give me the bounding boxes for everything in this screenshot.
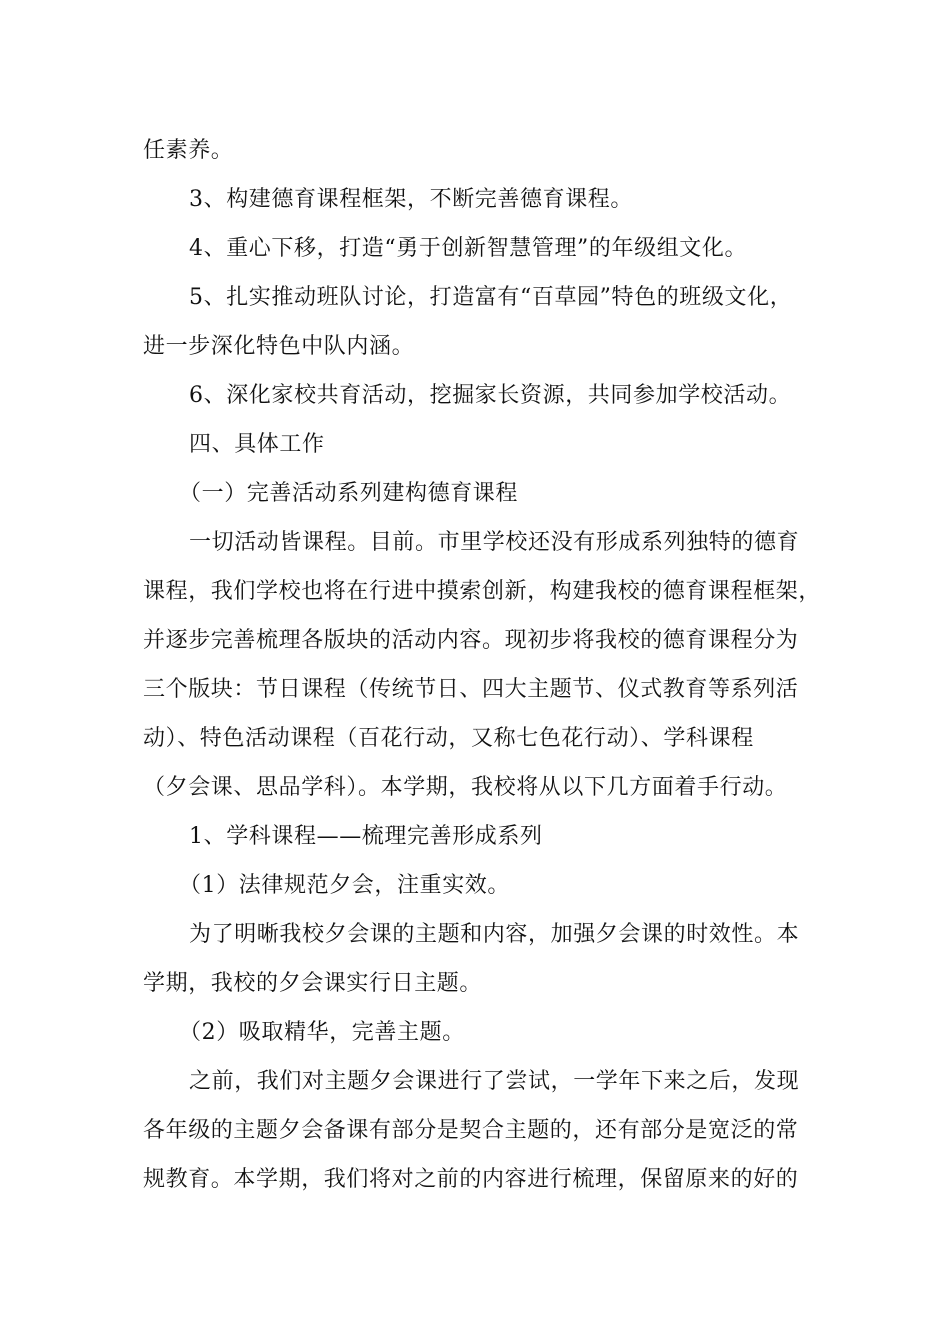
paragraph-line: 为了明晰我校夕会课的主题和内容，加强夕会课的时效性。本 — [189, 922, 800, 947]
list-item-6: 6、深化家校共育活动，挖掘家长资源，共同参加学校活动。 — [189, 383, 792, 408]
list-item-4: 4、重心下移，打造“勇于创新智慧管理”的年级组文化。 — [189, 236, 748, 261]
document-body — [143, 126, 822, 1204]
paragraph-line: 三个版块：节日课程（传统节日、四大主题节、仪式教育等系列活 — [143, 677, 799, 702]
paragraph-line: （夕会课、思品学科）。本学期，我校将从以下几方面着手行动。 — [143, 775, 788, 800]
text-line: 进一步深化特色中队内涵。 — [143, 334, 415, 359]
paragraph-line: 各年级的主题夕会备课有部分是契合主题的，还有部分是宽泛的常 — [143, 1118, 799, 1143]
list-item-3: 3、构建德育课程框架，不断完善德育课程。 — [189, 187, 633, 212]
paragraph-line: 学期，我校的夕会课实行日主题。 — [143, 971, 483, 996]
paragraph-line: 规教育。本学期，我们将对之前的内容进行梳理，保留原来的好的 — [143, 1167, 799, 1192]
paragraph-line: 一切活动皆课程。目前。市里学校还没有形成系列独特的德育 — [189, 530, 800, 555]
text-line: 任素养。 — [143, 138, 234, 163]
section-heading: 四、具体工作 — [189, 432, 325, 457]
paragraph-line: 动）、特色活动课程（百花行动，又称七色花行动）、学科课程 — [143, 726, 754, 751]
sub-item-heading: （2）吸取精华，完善主题。 — [179, 1020, 465, 1045]
list-item-5: 5、扎实推动班队讨论，打造富有“百草园”特色的班级文化， — [189, 285, 793, 310]
item-heading: 1、学科课程——梳理完善形成系列 — [189, 824, 543, 849]
subsection-heading: （一）完善活动系列建构德育课程 — [179, 481, 519, 506]
sub-item-heading: （1）法律规范夕会，注重实效。 — [179, 873, 510, 898]
paragraph-line: 之前，我们对主题夕会课进行了尝试，一学年下来之后，发现 — [189, 1069, 800, 1094]
paragraph-line: 并逐步完善梳理各版块的活动内容。现初步将我校的德育课程分为 — [143, 628, 799, 653]
paragraph-line: 课程，我们学校也将在行进中摸索创新，构建我校的德育课程框架， — [143, 579, 822, 604]
